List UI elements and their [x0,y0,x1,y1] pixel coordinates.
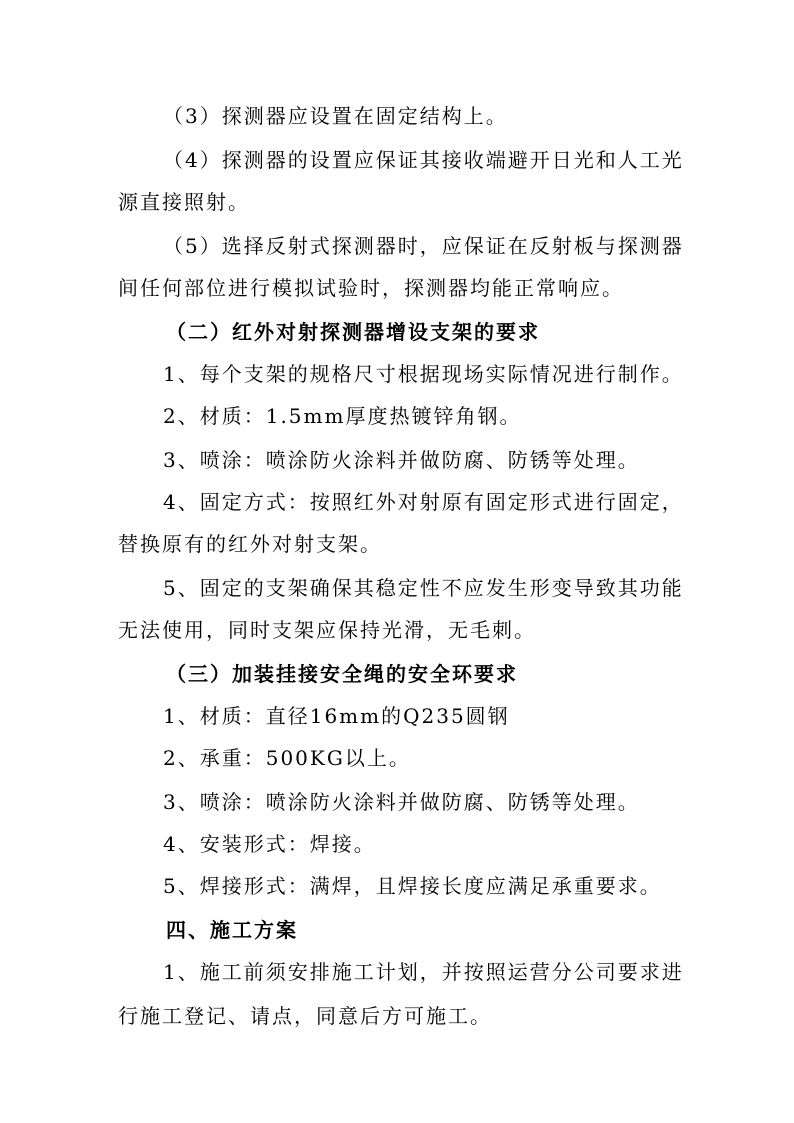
construction-item-1-line-2: 行施工登记、请点，同意后方可施工。 [118,1004,492,1028]
section-heading-2: （二）红外对射探测器增设支架的要求 [166,320,540,344]
paragraph-4-line-2: 源直接照射。 [118,190,250,214]
ring-item-4: 4、安装形式：焊接。 [163,832,376,856]
ring-item-2: 2、承重：500KG以上。 [163,746,411,770]
bracket-item-5-line-2: 无法使用，同时支架应保持光滑，无毛刺。 [118,618,536,642]
bracket-item-5-line-1: 5、固定的支架确保其稳定性不应发生形变导致其功能 [163,576,684,600]
bracket-item-4-line-2: 替换原有的红外对射支架。 [118,532,382,556]
paragraph-5-line-1: （5）选择反射式探测器时，应保证在反射板与探测器 [163,234,684,258]
bracket-item-3: 3、喷涂：喷涂防火涂料并做防腐、防锈等处理。 [163,448,640,472]
paragraph-4-line-1: （4）探测器的设置应保证其接收端避开日光和人工光 [163,148,684,172]
section-heading-4: 四、施工方案 [166,918,298,942]
bracket-item-1: 1、每个支架的规格尺寸根据现场实际情况进行制作。 [163,362,684,386]
paragraph-3-line-1: （3）探测器应设置在固定结构上。 [163,104,508,128]
bracket-item-2: 2、材质：1.5mm厚度热镀锌角钢。 [163,404,522,428]
ring-item-1: 1、材质：直径16mm的Q235圆钢 [163,704,510,728]
construction-item-1-line-1: 1、施工前须安排施工计划，并按照运营分公司要求进 [163,960,684,984]
section-heading-3: （三）加装挂接安全绳的安全环要求 [166,662,518,686]
bracket-item-4-line-1: 4、固定方式：按照红外对射原有固定形式进行固定， [163,490,684,514]
paragraph-5-line-2: 间任何部位进行模拟试验时，探测器均能正常响应。 [118,276,624,300]
ring-item-3: 3、喷涂：喷涂防火涂料并做防腐、防锈等处理。 [163,790,640,814]
ring-item-5: 5、焊接形式：满焊，且焊接长度应满足承重要求。 [163,874,662,898]
